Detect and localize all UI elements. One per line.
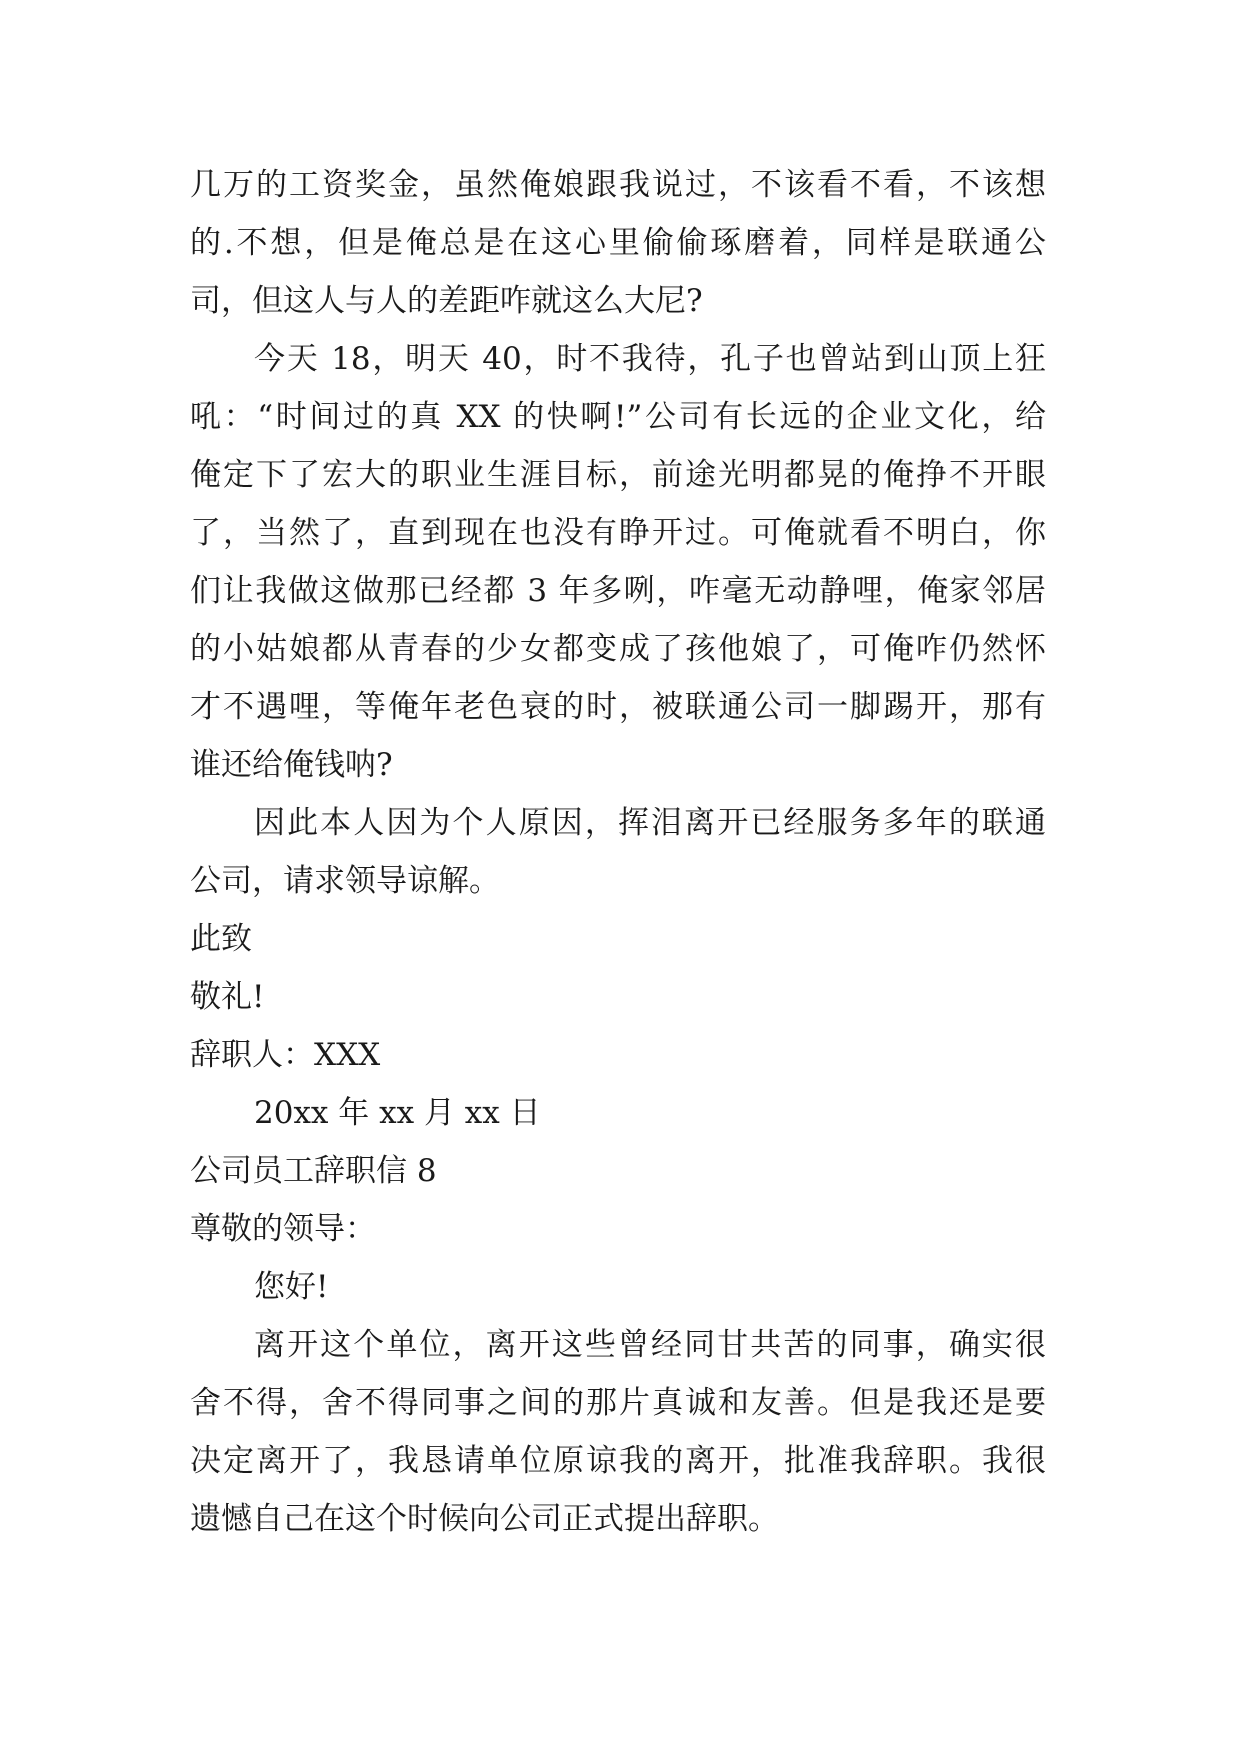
paragraph-line: 今天 18，明天 40，时不我待，孔子也曾站到山顶上狂 <box>254 341 1046 377</box>
paragraph-line: 公司，请求领导谅解。 <box>190 863 500 899</box>
paragraph-line: 俺定下了宏大的职业生涯目标，前途光明都晃的俺挣不开眼 <box>190 457 1046 493</box>
paragraph-1 <box>190 156 1070 330</box>
paragraph-line: 们让我做这做那已经都 3 年多咧，咋毫无动静哩，俺家邻居 <box>190 573 1046 609</box>
paragraph-line: 遗憾自己在这个时候向公司正式提出辞职。 <box>190 1501 779 1537</box>
paragraph-line: 才不遇哩，等俺年老色衰的时，被联通公司一脚踢开，那有 <box>190 689 1046 725</box>
paragraph-line: 谁还给俺钱呐? <box>190 747 393 783</box>
paragraph-line: 的.不想，但是俺总是在这心里偷偷琢磨着，同样是联通公 <box>190 225 1046 261</box>
paragraph-line: 因此本人因为个人原因，挥泪离开已经服务多年的联通 <box>254 805 1046 841</box>
paragraph-line: 吼：“时间过的真 XX 的快啊!”公司有长远的企业文化，给 <box>190 399 1046 435</box>
letter-title: 公司员工辞职信 8 <box>190 1153 437 1189</box>
paragraph-line: 的小姑娘都从青春的少女都变成了孩他娘了，可俺咋仍然怀 <box>190 631 1046 667</box>
paragraph-line: 几万的工资奖金，虽然俺娘跟我说过，不该看不看，不该想 <box>190 167 1046 203</box>
paragraph-2 <box>190 330 1070 794</box>
paragraph-line: 司，但这人与人的差距咋就这么大尼? <box>190 283 703 319</box>
closing-jingli: 敬礼! <box>190 979 265 1015</box>
date-line: 20xx 年 xx 月 xx 日 <box>254 1095 541 1131</box>
paragraph-3 <box>190 794 1070 910</box>
greeting: 您好! <box>254 1269 329 1305</box>
paragraph-line: 离开这个单位，离开这些曾经同甘共苦的同事，确实很 <box>254 1327 1046 1363</box>
paragraph-line: 决定离开了，我恳请单位原谅我的离开，批准我辞职。我很 <box>190 1443 1046 1479</box>
paragraph-line: 舍不得，舍不得同事之间的那片真诚和友善。但是我还是要 <box>190 1385 1046 1421</box>
signer-line: 辞职人：XXX <box>190 1037 381 1073</box>
paragraph-line: 了，当然了，直到现在也没有睁开过。可俺就看不明白，你 <box>190 515 1046 551</box>
paragraph-4 <box>190 1316 1070 1548</box>
closing-cizhi: 此致 <box>190 921 252 957</box>
salutation: 尊敬的领导： <box>190 1211 376 1247</box>
letter-body <box>190 156 1070 1548</box>
